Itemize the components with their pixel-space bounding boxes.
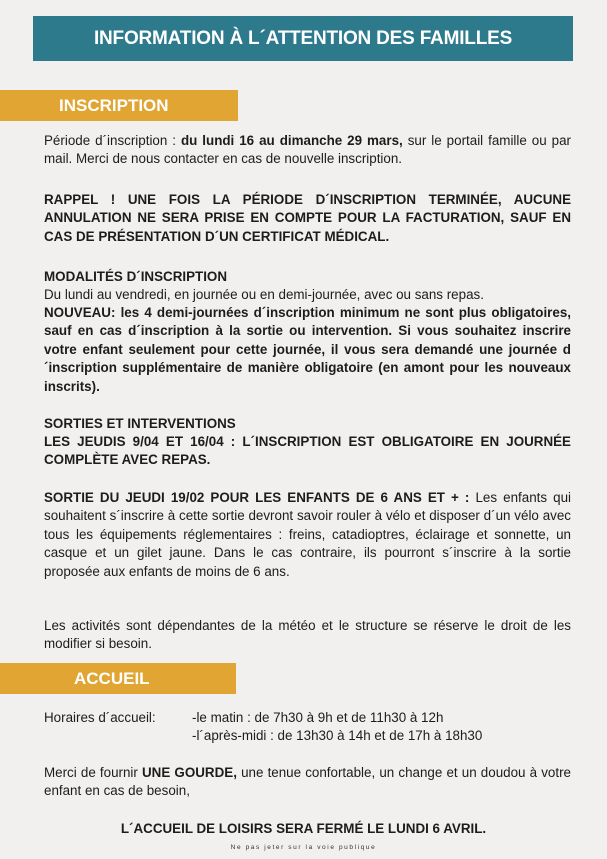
section-header-inscription [0,90,238,121]
rappel-paragraph: RAPPEL ! UNE FOIS LA PÉRIODE D´INSCRIPTION TERMINÉE, AUCUNE ANNULATION NE SERA PRISE EN COMPTE POUR LA FACTURATION, SAUF EN CAS DE PRÉSENTATION D´UN CERTIFICAT MÉDICAL. [44,192,571,244]
periode-dates: du lundi 16 au dimanche 29 mars, [180,133,403,148]
sorties-heading: SORTIES ET INTERVENTIONS [44,416,236,431]
meteo-paragraph: Les activités sont dépendantes de la météo et le structure se réserve le droit de les modifier si besoin. [44,618,571,652]
section-header-accueil [0,663,236,694]
periode-paragraph [44,132,571,169]
fournir-gourde: UNE GOURDE, [142,765,237,780]
periode-rest: sur le portail famille ou par mail. Merci de nous contacter en cas de nouvelle inscription. [44,133,571,167]
closing-notice: L´ACCUEIL DE LOISIRS SERA FERMÉ LE LUNDI 6 AVRIL. [120,821,487,836]
modalites-heading: MODALITÉS D´INSCRIPTION [44,269,228,284]
section-label-inscription: INSCRIPTION [59,96,169,115]
section-label-accueil: ACCUEIL [74,669,150,688]
page-title: INFORMATION À L´ATTENTION DES FAMILLES [33,16,573,61]
fournir-rest: une tenue confortable, un change et un doudou à votre enfant en cas de besoin, [44,765,571,799]
nouveau-paragraph: NOUVEAU: les 4 demi-journées d´inscription minimum ne sont plus obligatoires, sauf en cas d´inscription à la sortie ou intervention. Si vous souhaitez inscrire votre enfant seulement pour cette journée, il vous sera demandé une journée d´inscription supplémentaire de manière obligatoire (en amont pour les nouveaux inscrits). [44,305,571,394]
horaires-label: Horaires d´accueil: [44,710,156,725]
periode-lead: Période d´inscription : [44,133,181,148]
footer-note: Ne pas jeter sur la voie publique [230,844,377,851]
fournir-paragraph [44,764,571,801]
fournir-lead: Merci de fournir [44,765,143,780]
sortie-velo-paragraph [44,489,571,581]
jeudis-paragraph: LES JEUDIS 9/04 ET 16/04 : L´INSCRIPTION EST OBLIGATOIRE EN JOURNÉE COMPLÈTE AVEC REPAS. [44,434,571,468]
sortie-velo-heading: SORTIE DU JEUDI 19/02 POUR LES ENFANTS DE 6 ANS ET + : [44,490,470,505]
sortie-velo-text: Les enfants qui souhaitent s´inscrire à cette sortie devront savoir rouler à vélo et disposer d´un vélo avec tous les équipements réglementaires : freins, catadioptres, éclairage et sonnette, un casque et un gilet jaune. Dans le cas contraire, ils pourront s´inscrire à la sortie proposée aux enfants de moins de 6 ans. [44,490,571,579]
horaires-apres-midi: -l´après-midi : de 13h30 à 14h et de 17h à 18h30 [192,728,483,743]
modalites-line: Du lundi au vendredi, en journée ou en demi-journée, avec ou sans repas. [44,287,484,302]
horaires-matin: -le matin : de 7h30 à 9h et de 11h30 à 12h [192,710,444,725]
